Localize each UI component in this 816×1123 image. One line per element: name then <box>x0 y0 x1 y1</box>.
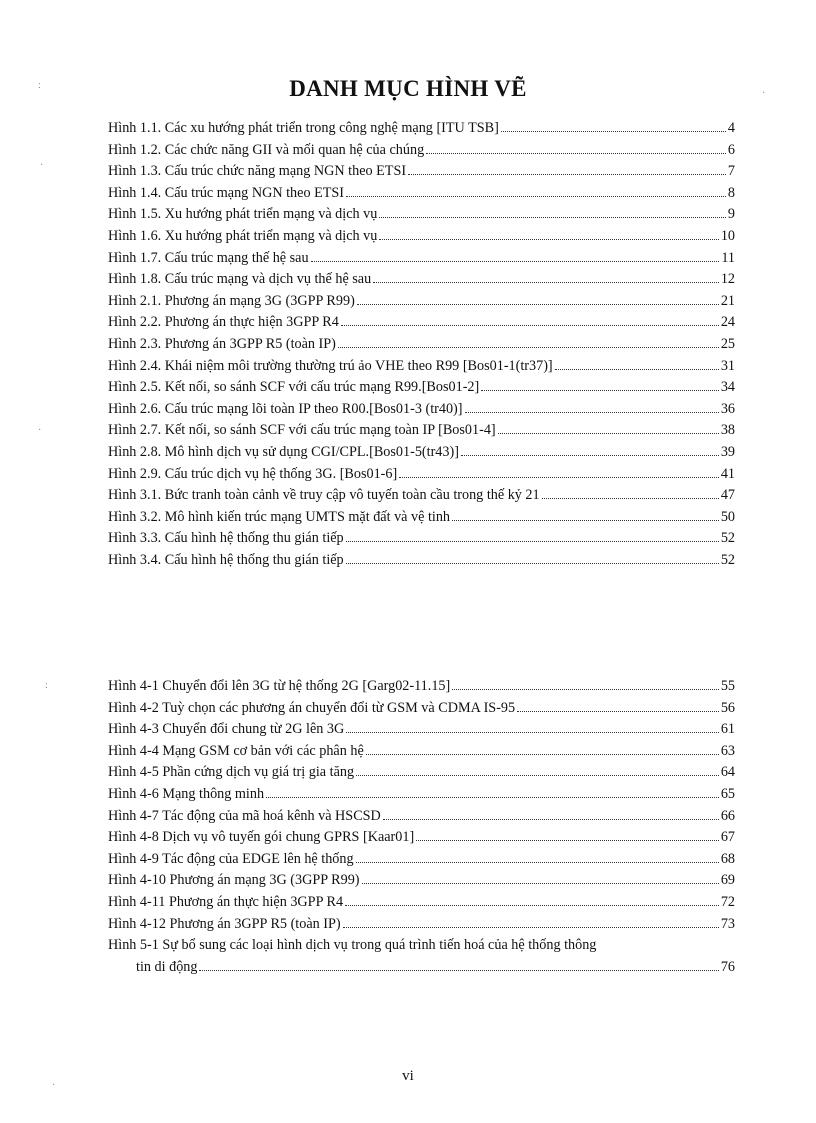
toc-entry <box>108 464 735 486</box>
toc-entry-page: 73 <box>720 915 735 932</box>
scan-speck: · <box>38 425 42 436</box>
leader-dots <box>555 369 719 370</box>
toc-entry-label: Hình 3.3. Cấu hình hệ thống thu gián tiếp <box>108 530 344 547</box>
toc-entry-page: 34 <box>720 379 735 396</box>
leader-dots <box>345 905 719 906</box>
leader-dots <box>481 390 719 391</box>
leader-dots <box>379 239 718 240</box>
toc-entry-label: Hình 3.1. Bức tranh toàn cảnh về truy cập vô tuyến toàn cầu trong thế kỷ 21 <box>108 487 540 504</box>
leader-dots <box>498 433 719 434</box>
toc-entry <box>108 226 735 248</box>
toc-entry <box>108 269 735 291</box>
toc-entry-label: Hình 1.7. Cấu trúc mạng thế hệ sau <box>108 249 309 266</box>
toc-entry-page: 7 <box>727 163 735 180</box>
leader-dots <box>366 754 719 755</box>
leader-dots <box>452 520 719 521</box>
toc-entry <box>108 849 735 871</box>
toc-entry <box>108 762 735 784</box>
toc-entry-label: Hình 4-3 Chuyển đổi chung từ 2G lên 3G <box>108 721 345 738</box>
toc-entry <box>108 698 735 720</box>
toc-entry-label: Hình 4-1 Chuyển đổi lên 3G từ hệ thống 2G [Garg02-11.15] <box>108 678 451 694</box>
toc-entry <box>108 161 735 183</box>
figure-list-last-entry <box>108 935 735 978</box>
toc-entry-label: Hình 2.5. Kết nối, so sánh SCF với cấu trúc mạng R99.[Bos01-2] <box>108 379 480 396</box>
toc-entry <box>108 870 735 892</box>
toc-entry-page: 11 <box>721 249 735 266</box>
toc-entry <box>108 204 735 226</box>
page-title: DANH MỤC HÌNH VẼ <box>289 76 527 101</box>
toc-entry-page: 47 <box>720 487 735 504</box>
leader-dots <box>452 689 719 690</box>
toc-entry-label: Hình 4-10 Phương án mạng 3G (3GPP R99) <box>108 872 360 889</box>
toc-entry-page: 65 <box>720 785 735 802</box>
leader-dots <box>465 412 719 413</box>
toc-entry-label: Hình 4-8 Dịch vụ vô tuyến gói chung GPRS [Kaar01] <box>108 829 415 846</box>
scan-speck: · <box>40 160 44 171</box>
toc-entry-label: Hình 4-6 Mạng thông minh <box>108 785 265 802</box>
toc-entry-label: Hình 2.2. Phương án thực hiện 3GPP R4 <box>108 314 339 331</box>
toc-entry-label: Hình 1.6. Xu hướng phát triển mạng và dịch vụ <box>108 227 378 244</box>
toc-entry-page: 9 <box>727 206 735 223</box>
leader-dots <box>266 797 719 798</box>
toc-entry <box>108 248 735 270</box>
toc-entry <box>108 420 735 442</box>
toc-entry-page: 72 <box>720 893 735 910</box>
toc-entry-label: Hình 4-5 Phần cứng dịch vụ giá trị gia tăng <box>108 764 355 781</box>
toc-entry <box>108 118 735 140</box>
toc-entry-page: 8 <box>727 184 735 201</box>
toc-entry <box>108 356 735 378</box>
toc-entry-page: 56 <box>720 699 735 716</box>
toc-entry-label: Hình 1.4. Cấu trúc mạng NGN theo ETSI <box>108 184 345 201</box>
leader-dots <box>357 304 719 305</box>
toc-entry <box>108 935 735 978</box>
toc-entry-label: Hình 1.2. Các chức năng GII và mối quan hệ của chúng <box>108 141 425 158</box>
toc-entry-page: 39 <box>720 443 735 460</box>
toc-entry-page: 4 <box>727 120 735 136</box>
toc-entry-page: 64 <box>720 764 735 781</box>
leader-dots <box>408 174 726 175</box>
leader-dots <box>501 131 726 132</box>
scan-speck: : <box>45 680 48 691</box>
leader-dots <box>356 775 719 776</box>
toc-entry-page: 6 <box>727 141 735 158</box>
toc-entry-page: 63 <box>720 742 735 759</box>
leader-dots <box>383 819 719 820</box>
leader-dots <box>542 498 719 499</box>
toc-entry-page: 10 <box>720 227 735 244</box>
leader-dots <box>341 325 719 326</box>
toc-entry <box>108 399 735 421</box>
leader-dots <box>346 541 719 542</box>
toc-entry <box>108 140 735 162</box>
toc-entry-label: Hình 4-11 Phương án thực hiện 3GPP R4 <box>108 893 344 910</box>
toc-entry <box>108 914 735 936</box>
toc-entry-page: 68 <box>720 850 735 867</box>
leader-dots <box>343 927 719 928</box>
toc-entry-label: Hình 1.5. Xu hướng phát triển mạng và dịch vụ <box>108 206 378 223</box>
leader-dots <box>426 153 726 154</box>
toc-entry-page: 55 <box>720 678 735 694</box>
toc-entry <box>108 291 735 313</box>
toc-entry-label: Hình 1.3. Cấu trúc chức năng mạng NGN theo ETSI <box>108 163 407 180</box>
toc-entry <box>108 528 735 550</box>
toc-entry-label: Hình 4-7 Tác động của mã hoá kênh và HSCSD <box>108 807 381 824</box>
toc-entry-page: 50 <box>720 508 735 525</box>
toc-entry <box>108 784 735 806</box>
leader-dots <box>399 477 719 478</box>
leader-dots <box>461 455 719 456</box>
leader-dots <box>416 840 719 841</box>
toc-entry-page: 61 <box>720 721 735 738</box>
figure-list-section-2 <box>108 676 735 935</box>
toc-entry-label: Hình 2.9. Cấu trúc dịch vụ hệ thống 3G. [Bos01-6] <box>108 465 398 482</box>
leader-dots <box>346 732 719 733</box>
toc-entry-label: Hình 4-4 Mạng GSM cơ bản với các phân hệ <box>108 742 364 759</box>
toc-entry-label: Hình 1.8. Cấu trúc mạng và dịch vụ thế hệ sau <box>108 271 372 288</box>
toc-entry-page: 21 <box>720 292 735 309</box>
toc-entry-page: 67 <box>720 829 735 846</box>
toc-entry-label: Hình 2.4. Khái niệm môi trường thường trú ảo VHE theo R99 [Bos01-1(tr37)] <box>108 357 553 374</box>
toc-entry <box>108 442 735 464</box>
toc-entry-label: Hình 4-12 Phương án 3GPP R5 (toàn IP) <box>108 915 341 932</box>
toc-entry-page: 76 <box>720 958 735 975</box>
toc-entry-page: 12 <box>720 271 735 288</box>
toc-entry <box>108 892 735 914</box>
toc-entry-label: Hình 2.7. Kết nối, so sánh SCF với cấu trúc mạng toàn IP [Bos01-4] <box>108 422 496 439</box>
toc-entry-page: 25 <box>720 335 735 352</box>
leader-dots <box>199 970 718 971</box>
scan-speck: : <box>38 80 41 91</box>
toc-entry-label: Hình 1.1. Các xu hướng phát triển trong công nghệ mạng [ITU TSB] <box>108 120 499 136</box>
toc-entry <box>108 183 735 205</box>
toc-entry-label: Hình 3.4. Cấu hình hệ thống thu gián tiếp <box>108 551 344 568</box>
scan-speck: · <box>52 1080 56 1091</box>
leader-dots <box>338 347 719 348</box>
leader-dots <box>346 196 726 197</box>
toc-entry-label: Hình 2.8. Mô hình dịch vụ sử dụng CGI/CPL.[Bos01-5(tr43)] <box>108 443 459 460</box>
toc-entry-label: Hình 2.1. Phương án mạng 3G (3GPP R99) <box>108 292 355 309</box>
toc-entry <box>108 676 735 698</box>
leader-dots <box>379 217 726 218</box>
toc-entry-page: 36 <box>720 400 735 417</box>
toc-entry <box>108 485 735 507</box>
toc-entry-label: Hình 3.2. Mô hình kiến trúc mạng UMTS mặt đất và vệ tinh <box>108 508 451 525</box>
toc-entry <box>108 719 735 741</box>
toc-entry-page: 41 <box>720 465 735 482</box>
toc-entry-label: Hình 2.3. Phương án 3GPP R5 (toàn IP) <box>108 335 336 352</box>
toc-entry <box>108 507 735 529</box>
leader-dots <box>362 883 719 884</box>
toc-entry-label-line2: tin di động <box>136 958 198 975</box>
toc-entry-label-line1: Hình 5-1 Sự bổ sung các loại hình dịch vụ trong quá trình tiến hoá của hệ thống thông <box>108 937 597 953</box>
toc-entry <box>108 741 735 763</box>
toc-entry-label: Hình 4-9 Tác động của EDGE lên hệ thống <box>108 850 354 867</box>
scan-speck: · <box>762 88 766 99</box>
toc-entry <box>108 334 735 356</box>
leader-dots <box>373 282 719 283</box>
toc-entry-page: 52 <box>720 530 735 547</box>
toc-entry-page: 24 <box>720 314 735 331</box>
toc-entry-label: Hình 4-2 Tuỳ chọn các phương án chuyển đổi từ GSM và CDMA IS-95 <box>108 699 516 716</box>
toc-entry-page: 66 <box>720 807 735 824</box>
toc-entry-page: 38 <box>720 422 735 439</box>
toc-entry-page: 52 <box>720 551 735 568</box>
toc-entry-label: Hình 2.6. Cấu trúc mạng lõi toàn IP theo R00.[Bos01-3 (tr40)] <box>108 400 463 417</box>
leader-dots <box>311 261 720 262</box>
leader-dots <box>517 711 719 712</box>
leader-dots <box>356 862 719 863</box>
toc-entry <box>108 550 735 572</box>
toc-entry <box>108 377 735 399</box>
figure-list-section-1 <box>108 118 735 571</box>
leader-dots <box>346 563 719 564</box>
toc-entry-page: 31 <box>720 357 735 374</box>
toc-entry <box>108 827 735 849</box>
toc-entry <box>108 806 735 828</box>
toc-entry <box>108 312 735 334</box>
page-number: vi <box>402 1068 414 1084</box>
toc-entry-page: 69 <box>720 872 735 889</box>
